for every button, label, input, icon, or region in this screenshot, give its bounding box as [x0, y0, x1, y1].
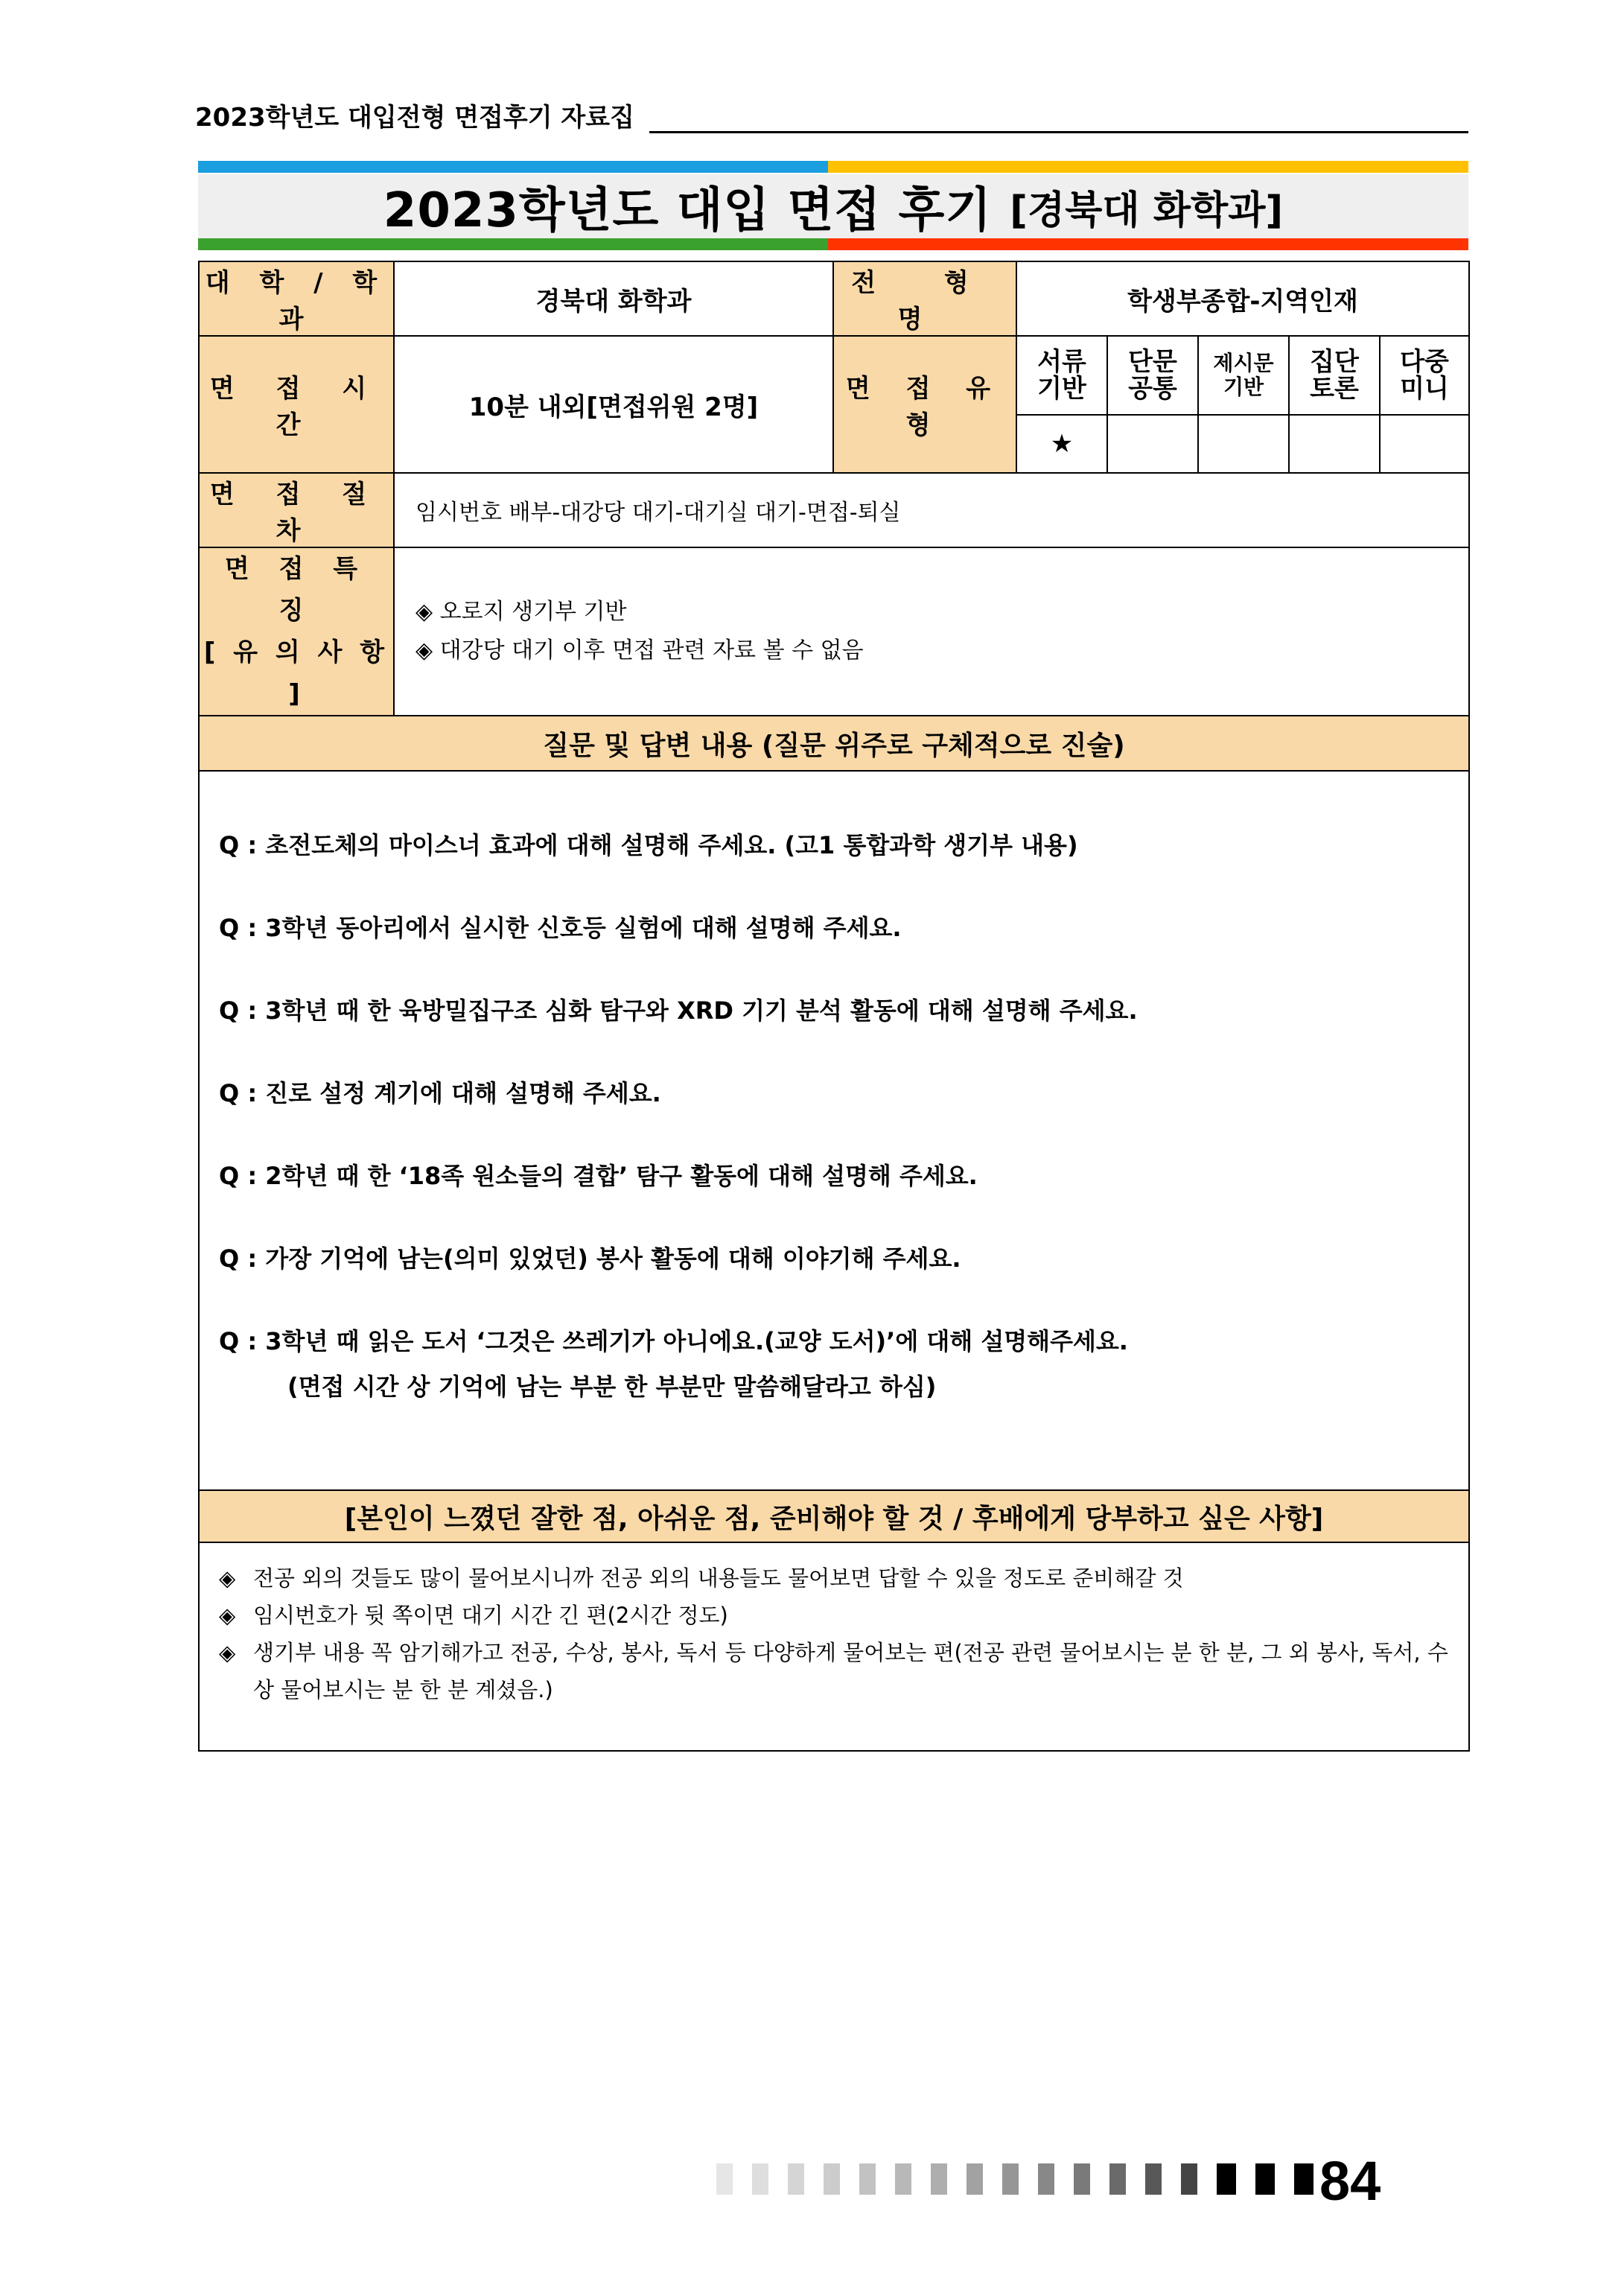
diamond-bullet-icon: ◈ — [219, 1565, 236, 1591]
pager-bar — [1294, 2163, 1313, 2195]
pager-bar — [788, 2163, 804, 2195]
question-item: Q : 초전도체의 마이스너 효과에 대해 설명해 주세요. (고1 통합과학 생기부 내용) — [219, 831, 1078, 859]
page-subtitle: [경북대 화학과] — [1010, 188, 1284, 233]
type-mark-short-common — [1107, 415, 1198, 473]
reflection-content — [199, 1542, 1469, 1751]
pager-bar — [716, 2163, 733, 2195]
feature-item: ◈ 오로지 생기부 기반 — [415, 599, 627, 625]
reflection-text: 생기부 내용 꼭 암기해가고 전공, 수상, 봉사, 독서 등 다양하게 물어보는 편(전공 관련 물어보시는 분 한 분, 그 외 봉사, 독서, 수상 물어보시는 분 한 분 계셨음.) — [253, 1640, 1448, 1702]
pager-bar — [967, 2163, 983, 2195]
reflection-text: 임시번호가 뒷 쪽이면 대기 시간 긴 편(2시간 정도) — [253, 1603, 728, 1628]
pager-bar — [859, 2163, 876, 2195]
reflection-item — [219, 1634, 1451, 1708]
type-line1: 다중 — [1400, 347, 1449, 377]
features-label-line2: [ 유 의 사 항 ] — [203, 637, 389, 709]
admission-label: 전 형 명 — [833, 261, 1016, 336]
admission-value: 학생부종합-지역인재 — [1016, 261, 1469, 336]
question-item: Q : 3학년 때 한 육방밀집구조 심화 탐구와 XRD 기기 분석 활동에 대해 설명해 주세요. — [219, 996, 1138, 1025]
color-bar-bottom-left — [198, 238, 828, 250]
type-line1: 서류 — [1037, 347, 1086, 377]
reflection-item — [219, 1597, 1451, 1634]
pager-bar — [1255, 2163, 1275, 2195]
time-value: 10분 내외[면접위원 2명] — [394, 336, 833, 473]
color-bar-bottom-right — [828, 238, 1468, 250]
univ-label: 대 학 / 학 과 — [199, 261, 394, 336]
diamond-bullet-icon: ◈ — [219, 1603, 236, 1628]
question-item: Q : 가장 기억에 남는(의미 있었던) 봉사 활동에 대해 이야기해 주세요. — [219, 1244, 961, 1273]
features-value — [394, 547, 1469, 716]
running-header-rule — [649, 131, 1468, 133]
features-label — [199, 547, 394, 716]
type-header-multi-mini — [1380, 336, 1469, 415]
pager-bar — [1038, 2163, 1054, 2195]
reflection-item — [219, 1559, 1451, 1597]
qa-content — [199, 771, 1469, 1490]
reflection-text: 전공 외의 것들도 많이 물어보시니까 전공 외의 내용들도 물어보면 답할 수 있을 정도로 준비해갈 것 — [253, 1565, 1184, 1591]
type-line2: 토론 — [1310, 374, 1359, 404]
type-header-group-discussion — [1289, 336, 1380, 415]
question-item: Q : 진로 설정 계기에 대해 설명해 주세요. — [219, 1079, 661, 1107]
color-bar-top-right — [828, 161, 1468, 173]
type-line2: 기반 — [1037, 374, 1086, 404]
pager-bar — [1217, 2163, 1236, 2195]
page-progress-bars — [716, 2163, 1333, 2195]
pager-bar — [1002, 2163, 1019, 2195]
page-number: 84 — [1319, 2150, 1381, 2212]
type-line2: 미니 — [1400, 374, 1449, 404]
pager-bar — [931, 2163, 947, 2195]
type-line1: 제시문 — [1213, 351, 1274, 375]
question-item: Q : 3학년 때 읽은 도서 ‘그것은 쓰레기가 아니에요.(교양 도서)’에 대해 설명해주세요. — [219, 1327, 1128, 1355]
procedure-label: 면 접 절 차 — [199, 473, 394, 547]
diamond-bullet-icon: ◈ — [219, 1640, 236, 1665]
page-title: 2023학년도 대입 면접 후기 — [383, 183, 993, 238]
type-header-short-common — [1107, 336, 1198, 415]
pager-bar — [1109, 2163, 1126, 2195]
type-line2: 기반 — [1223, 375, 1264, 399]
title-box — [198, 174, 1468, 238]
pager-bar — [1181, 2163, 1197, 2195]
time-label: 면 접 시 간 — [199, 336, 394, 473]
pager-bar — [895, 2163, 911, 2195]
question-continuation: (면접 시간 상 기억에 남는 부분 한 부분만 말씀해달라고 하심) — [287, 1373, 937, 1401]
univ-value: 경북대 화학과 — [394, 261, 833, 336]
running-header: 2023학년도 대입전형 면접후기 자료집 — [195, 103, 634, 133]
type-mark-group-discussion — [1289, 415, 1380, 473]
question-item: Q : 3학년 동아리에서 실시한 신호등 실험에 대해 설명해 주세요. — [219, 914, 902, 942]
type-mark-multi-mini — [1380, 415, 1469, 473]
type-header-passage — [1198, 336, 1289, 415]
procedure-value: 임시번호 배부-대강당 대기-대기실 대기-면접-퇴실 — [394, 473, 1469, 547]
pager-bar — [752, 2163, 768, 2195]
type-line1: 집단 — [1310, 347, 1359, 377]
type-line2: 공통 — [1128, 374, 1177, 404]
type-line1: 단문 — [1128, 347, 1177, 377]
pager-bar — [1074, 2163, 1090, 2195]
interview-table — [198, 261, 1470, 1752]
type-mark-passage — [1198, 415, 1289, 473]
reflection-header: [본인이 느꼈던 잘한 점, 아쉬운 점, 준비해야 할 것 / 후배에게 당부하고 싶은 사항] — [199, 1490, 1469, 1542]
features-label-line1: 면 접 특 징 — [224, 554, 369, 626]
type-mark-document: ★ — [1016, 415, 1107, 473]
question-item: Q : 2학년 때 한 ‘18족 원소들의 결합’ 탐구 활동에 대해 설명해 주세요. — [219, 1162, 978, 1190]
type-label: 면 접 유 형 — [833, 336, 1016, 473]
type-header-document — [1016, 336, 1107, 415]
qa-header: 질문 및 답변 내용 (질문 위주로 구체적으로 진술) — [199, 716, 1469, 771]
pager-bar — [1145, 2163, 1162, 2195]
color-bar-top-left — [198, 161, 828, 173]
pager-bar — [824, 2163, 840, 2195]
feature-item: ◈ 대강당 대기 이후 면접 관련 자료 볼 수 없음 — [415, 637, 864, 664]
